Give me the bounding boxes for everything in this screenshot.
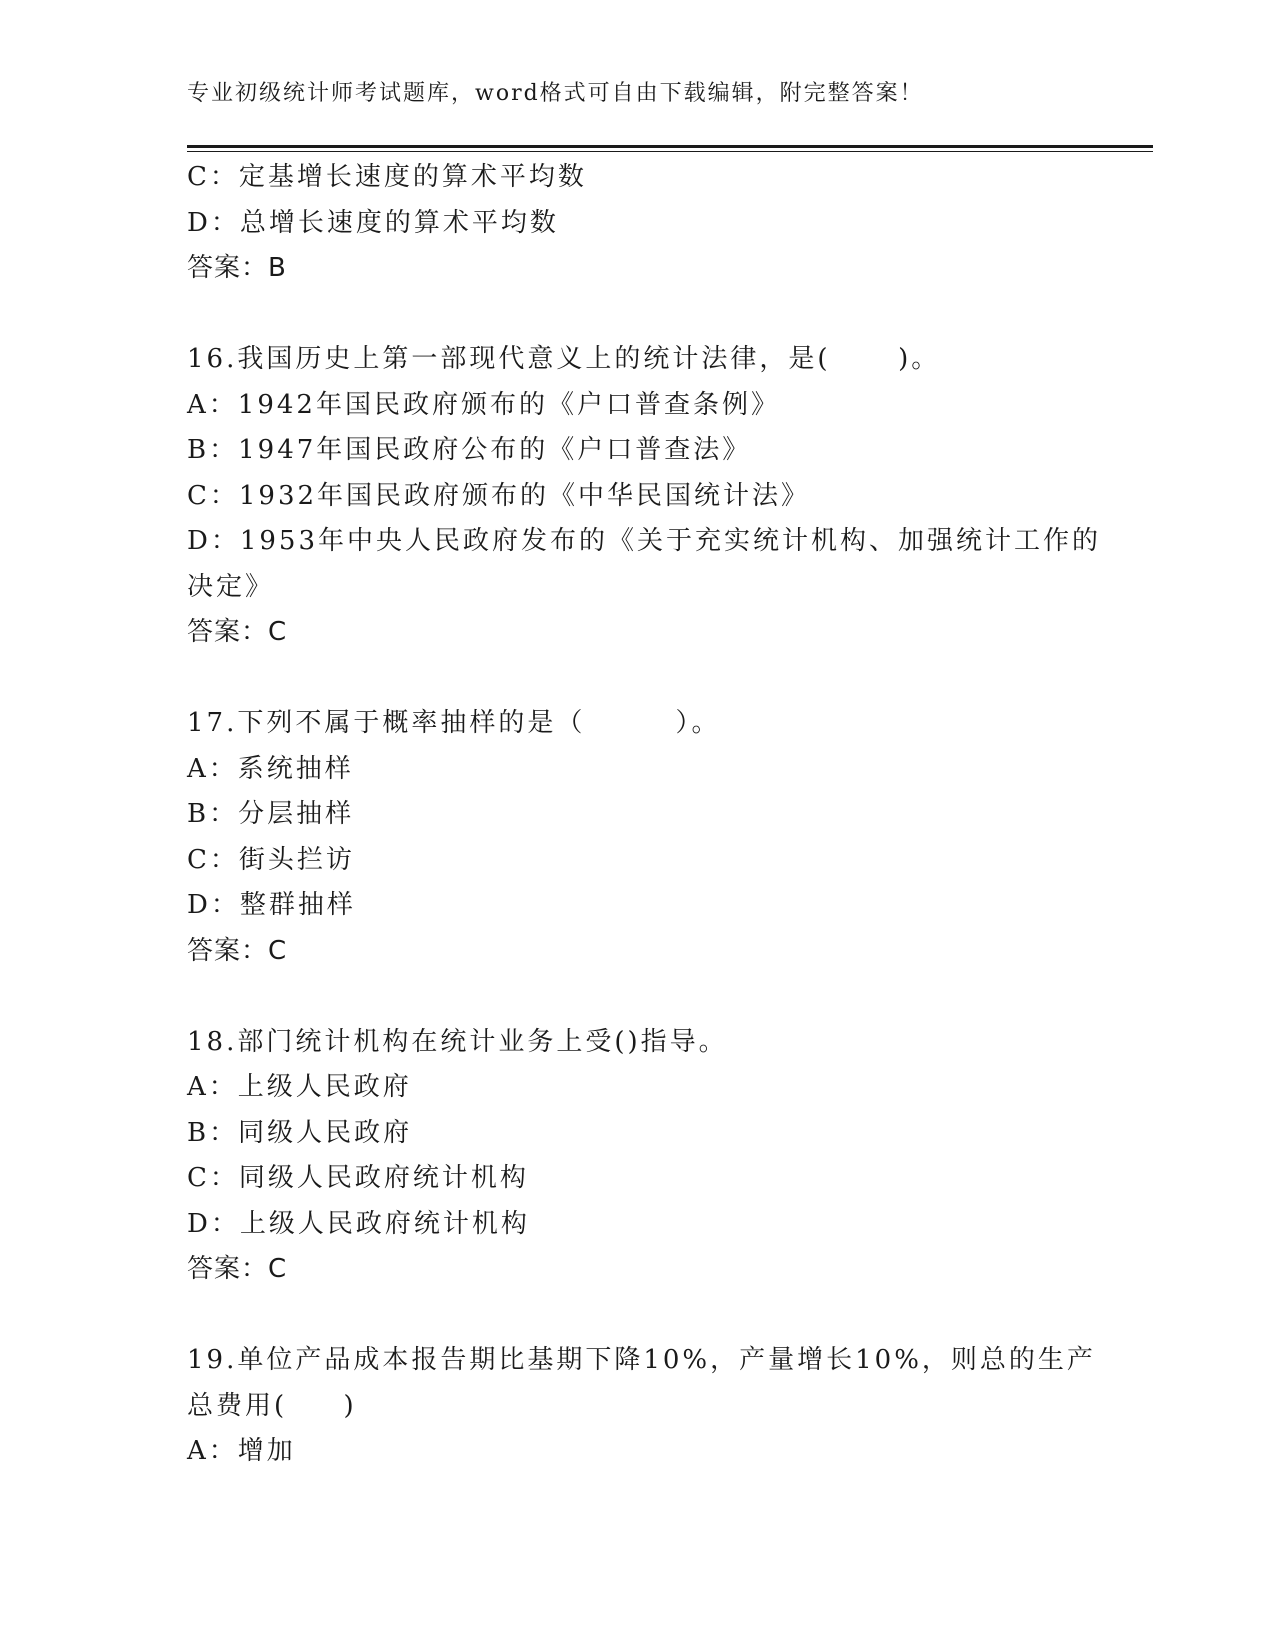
question-15 [187, 155, 1087, 292]
option-d: D：整群抽样 [187, 890, 356, 920]
question-17 [187, 701, 1087, 974]
question-stem: 16.我国历史上第一部现代意义上的统计法律，是( )。 [187, 344, 941, 374]
question-stem: 18.部门统计机构在统计业务上受()指导。 [187, 1026, 728, 1057]
option-b: B：1947年国民政府公布的《户口普查法》 [187, 435, 752, 465]
question-list [187, 155, 1102, 1475]
question-stem: 17.下列不属于概率抽样的是（ ）。 [187, 708, 721, 738]
option-d-continued: 决定》 [187, 571, 275, 602]
answer: 答案：C [187, 617, 288, 647]
option-b: B：同级人民政府 [187, 1117, 413, 1148]
option-a: A：系统抽样 [187, 753, 354, 784]
question-stem: 19.单位产品成本报告期比基期下降10%，产量增长10%，则总的生产 [187, 1345, 1096, 1375]
spacer [187, 1293, 1087, 1339]
spacer [187, 974, 1087, 1020]
question-19 [187, 1338, 1096, 1475]
answer: 答案：C [187, 1254, 288, 1284]
answer: 答案：C [187, 935, 288, 966]
option-d: D：1953年中央人民政府发布的《关于充实统计机构、加强统计工作的 [187, 526, 1102, 556]
header-rule-thin [187, 151, 1153, 152]
option-c: C：定基增长速度的算术平均数 [187, 162, 587, 192]
option-c: C：街头拦访 [187, 844, 355, 875]
option-a: A：上级人民政府 [187, 1072, 412, 1102]
option-a: A：增加 [187, 1436, 296, 1466]
question-18 [187, 1020, 1087, 1293]
spacer [187, 656, 1087, 702]
spacer [187, 292, 1087, 338]
option-a: A：1942年国民政府颁布的《户口普查条例》 [187, 389, 780, 420]
question-stem-continued: 总费用( ) [187, 1390, 357, 1421]
option-d: D：总增长速度的算术平均数 [187, 207, 559, 238]
header-rule-thick [187, 145, 1153, 148]
page-header: 专业初级统计师考试题库，word格式可自由下载编辑，附完整答案！ [187, 81, 924, 106]
option-d: D：上级人民政府统计机构 [187, 1208, 530, 1239]
option-c: C：同级人民政府统计机构 [187, 1163, 529, 1193]
answer: 答案：B [187, 253, 287, 283]
question-16 [187, 337, 1102, 656]
option-b: B：分层抽样 [187, 799, 355, 829]
option-c: C：1932年国民政府颁布的《中华民国统计法》 [187, 480, 811, 511]
